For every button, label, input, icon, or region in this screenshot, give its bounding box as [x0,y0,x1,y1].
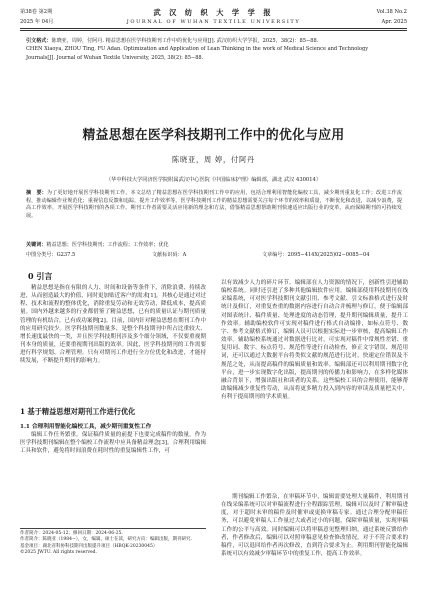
citation-cn: 陈晓亚，周婷，付阿丹. 精益思想在医学科技期刊工作中的优化与应用[J]. 武汉纺织大学学报，2025，38(2)：85−88. [51,38,319,44]
intro-paragraph: 精益思想是指在有限的人力、时间和设备等条件下，消除浪费、持续改进，从而创造最大的价值，同时更加贴近客户的需求[1]。其核心是通过对过程、技术和流程的整体优化，消除重复劳动和无效劳动，降低成本，提高质量。国内外越来越多的行业都借鉴了精益思想，已有的质量认证与期刊质量管理的有机结合，已有成功案例[2]。目前，国内针对精益思想在期刊工作中的应用研究较少。医学科技期刊数量多，是整个科技期刊中所占比重较大、增长速度最快的一类，并且医学科技期刊涉及多个细分领域，不仅要重视期刊本身的质量，还要重视期刊出版的效率。因此，医学科技期刊的工作需要进行科学规划、合理管理。只有对期刊工作进行全方位优化和改进，才能持续发展，不断提升期刊的影响力。 [20,285,206,365]
abstract-label: 摘 要： [26,190,47,196]
document-code: 文献标识码：A [152,252,187,258]
paper-affiliation: （华中科技大学同济医学院附属武汉中心医院《中国临床护理》编辑部，湖北 武汉 430014） [105,177,322,183]
clc-number: 中图分类号：G237.5 [26,252,76,258]
footnote-rule [20,528,206,529]
article-number: 文章编号：2095−414X(2025)02−0085−04 [262,252,370,258]
citation-label: 引文格式： [26,38,52,44]
section-1-1-paragraph: 编辑工作任务繁重，保证稿件质量的前提下也要完成稿件的数量，作为医学科技期刊编辑在整个编校工作流程中应具备精益理念[3]。合理利用编辑工具和软件，避免将时间浪费在耗时性的重复编辑性工作，可 [20,432,206,455]
footnote-fund: 基金项目：湖北省科协科技期刊出版提升项目（HBQK-20230045） [20,543,158,549]
journal-name-en: JOURNAL OF WUHAN TEXTILE UNIVERSITY [126,19,301,25]
section-1-1-heading: 1.1 合理利用智能化编校工具，减少期刊重复性工作 [20,424,152,430]
paper-title: 精益思想在医学科技期刊工作中的优化与应用 [82,128,345,143]
volume-issue-right: Vol.38 No.2 [376,9,407,15]
keywords [26,241,402,248]
footnote-author-info: 作者简介：陈晓亚（1984−），女，编辑，硕士在读，研究方向：编辑出版，期刊研究. [20,537,192,543]
date-right: Apr. 2025 [381,19,407,25]
right-column-paragraph-2: 期刊编辑工作繁杂，在审稿环节中，编辑需要处理大量稿件，利用期刊在线采编系统可以对审稿流程进行全程跟踪管理，编辑可以及时了解审稿进度，对于超时未审的稿件及时催审或更换审稿专家。通过合理分配审稿任务，可以避免审稿人工作量过大或者过小的问题，保障审稿质量，实现审稿工作的公平与高效。同时编辑可以将审稿意见整理归纳，通过系统反馈给作者，作者修改后，编辑可以对照审稿意见检查修改情况，对于不符合要求的稿件，可以退回给作者再次修改，直到符合要求为止。利用期刊智能化编辑系统可以有效减少审稿环节中的重复工作，提高工作效率。 [221,494,408,558]
right-column-paragraph-1: 以有效减少人力的碎片环节。编辑部在人力资源的情况下，创新性引进辅助编校系统。同时还引进了多种其他编辑软件应用。编辑部使用科技期刊在线采编系统，可对医学科技期刊文献引用、参考文献、引文标准格式进行及时统计及修订，对重复查重的数据内容进行自动合并梳理与修订，便于编辑部对图表统计、稿件质量、处理进度的动态管理，提升期刊编辑质量，提升工作效率。辅助编校软件可实现对稿件进行格式自动编排，如标点符号、数字、参考文献格式修订，编辑人员可以根据实际进一步审核，提高编辑工作效率。辅助编校系统通过对数据进行比对，可实现对稿件中常规性差错、重复用词、数字、标点符号、规范性等进行自动检查，修正文字错误、规范用词，还可以通过大数据平台将类似文献的规范进行比对，快速定位错误及不规范之处，从而提高稿件的编辑质量和效率。编辑部还可以利用期刊数字化平台，进一步实现数字化出版，提高期刊的传播力和影响力，在多样化媒体融合背景下，增强出版社和读者的关系。这些编校工具的合理使用，能够帮助编辑减少重复性劳动，从而将更多精力投入到内容的审读及质量把关中，有利于提高期刊的学术质量。 [221,280,408,401]
abstract [26,190,402,220]
volume-issue-left: 第38卷 第2期 [20,9,53,15]
abstract-text: 为了更好地开展医学科技期刊工作，本文总结了精益思想在医学科技期刊工作中的应用，包括合理利用智能化编校工具，减少期刊重复化工作；改进工作流程，推动编辑作业规范化；重视信息反馈和追踪，提升工作效率等。医学科技期刊工作的精益思想需要关注每个环节的效率和质量，不断优化和改进，以减少浪费，提高工作效率，开展医学科技期刊的各项工作。期刊工作者需要灵活应用新的理念和方法，借鉴精益思想帮助期刊快速适应出版行业的变革，从而保障期刊的可持续发展。 [26,190,402,219]
date-left: 2025 年 04月 [20,19,54,25]
citation-en: CHEN Xiaoya, ZHOU Ting, FU Adan. Optimization and Application of Lean Thinking in the work of Medical Science and Technology Journals[J]. Journal of Wuhan Textile University, 2025, 38(2): 85−88. [26,46,369,61]
footnote-copyright: ©2025 JWTU. All rights reserved. [20,549,97,555]
footnote [20,531,206,556]
citation-block [26,37,396,62]
journal-name-cn: 武 汉 纺 织 大 学 学 报 [153,8,274,17]
section-1-heading: 1 基于精益思想对期刊工作进行优化 [20,407,136,416]
header-rule-2 [20,30,407,31]
keywords-text: 精益思想；医学科技期刊；工作流程；工作效率；优化 [46,242,169,248]
header-rule [20,28,407,29]
keywords-label: 关键词： [26,242,47,248]
paper-authors: 陈晓亚，周 婷，付阿丹 [172,155,255,164]
section-intro-heading: 0 引言 [28,271,53,281]
footnote-received: 作者简介：2024-05-12；修回日期：2024-06-25. [20,531,123,536]
